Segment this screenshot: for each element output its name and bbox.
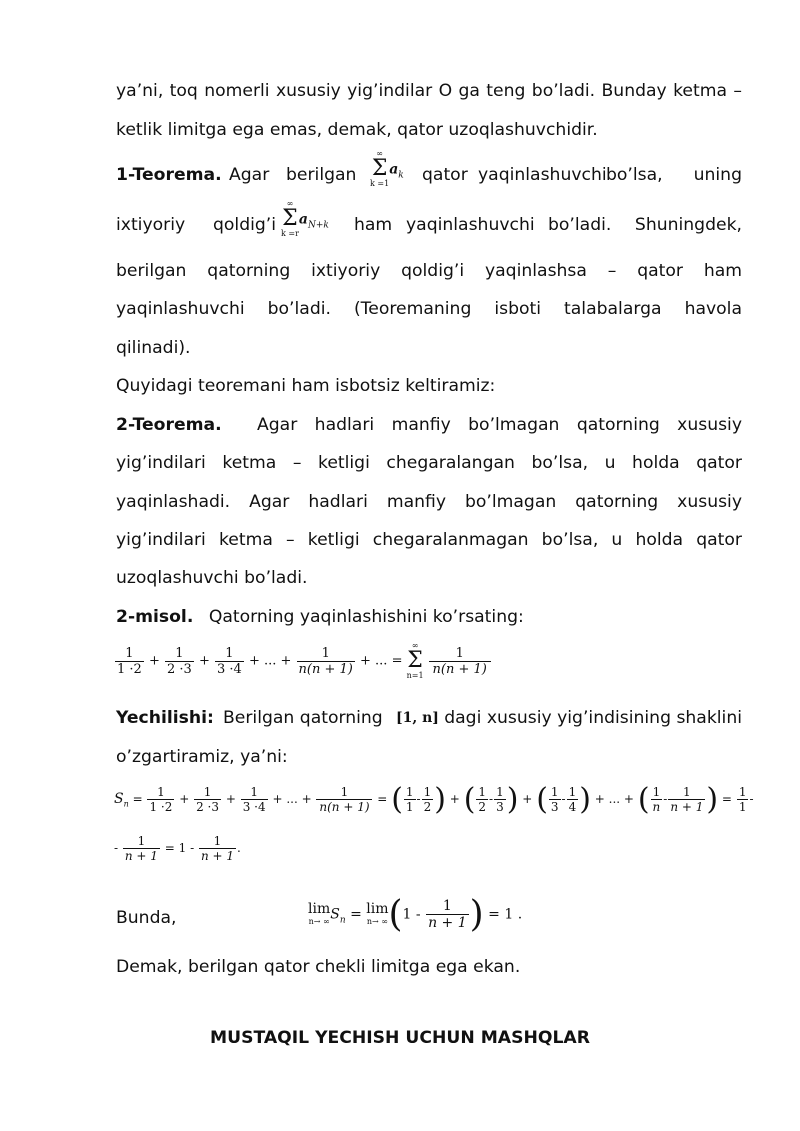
word: ixtiyoriy	[116, 215, 186, 235]
operator: +	[522, 792, 533, 806]
upper-limit: ∞	[286, 199, 294, 208]
text-line: uzoqlashuvchi bo’ladi.	[116, 568, 308, 588]
numerator: 1	[683, 785, 691, 799]
numerator: 1	[321, 645, 330, 661]
text-segment: dagi xususiy yig’indisining shaklini	[444, 708, 742, 728]
text-line: berilgan qatorning ixtiyoriy qoldig’i yaqinlashsa – qator ham	[116, 261, 742, 281]
numerator: 1	[213, 834, 222, 848]
text-segment: Berilgan qatorning	[223, 708, 383, 728]
operator: +	[148, 653, 160, 669]
text-line: ya’ni, toq nomerli xususiy yig’indilar O ga teng bo’ladi. Bunday ketma –	[116, 81, 742, 101]
operator: -	[663, 792, 668, 806]
numerator: 1	[203, 785, 212, 799]
operator: = 1 -	[164, 841, 195, 855]
operator: + ... +	[594, 792, 634, 806]
denominator: n + 1	[200, 849, 235, 863]
operator: +	[198, 653, 210, 669]
example-line	[116, 605, 742, 629]
denominator: n	[652, 800, 661, 814]
partial-sum-formula-cont: - $\frac{1}{n + 1}$ = 1 - $\frac{1}{n + 1}$ .	[114, 834, 241, 863]
lower-limit: k =r	[281, 229, 299, 238]
denominator: n + 1	[124, 849, 158, 863]
numerator: 1	[738, 785, 747, 799]
example-series-formula: $\frac{1}{1 \cdot 2}$ + $\frac{1}{2 \cdot 3}$ + $\frac{1}{3 \cdot 4}$ + ... + $\frac{1}{n(n + 1)}$ + ... = ∞ Σ n=1 $\frac{1}{n(n + 1)}$	[114, 642, 492, 680]
operator: +	[449, 792, 460, 806]
operator: =	[132, 792, 143, 806]
word: berilgan	[286, 165, 357, 185]
operator: -	[114, 841, 119, 855]
denominator: 2	[478, 800, 487, 814]
numerator: 1	[157, 785, 165, 799]
section-heading: MUSTAQIL YECHISH UCHUN MASHQLAR	[210, 1028, 590, 1048]
lim-sub: n→ ∞	[308, 916, 330, 926]
operator: + ... =	[360, 653, 403, 669]
lim-sub: n→ ∞	[366, 916, 388, 926]
example-title: 2-misol.	[116, 607, 194, 627]
lower-limit: k =1	[370, 179, 390, 188]
text-line: yaqinlashuvchi bo’ladi. (Teoremaning isboti talabalarga havola	[116, 299, 742, 319]
word: qoldig’i	[213, 215, 277, 235]
text-line: ketlik limitga ega emas, demak, qator uzoqlashuvchidir.	[116, 120, 598, 140]
numerator: 1	[405, 785, 414, 799]
operator: =	[721, 792, 732, 806]
word: Shuningdek,	[634, 215, 742, 235]
term-a: a	[389, 161, 399, 178]
operator: = 1 .	[488, 906, 523, 923]
upper-limit: ∞	[376, 149, 383, 158]
numerator: 1	[250, 785, 258, 799]
numerator: 1	[496, 785, 504, 799]
denominator: 2	[423, 800, 432, 814]
denominator: n(n + 1)	[316, 799, 372, 814]
text-line: yig’indilari ketma – ketligi chegaralanmagan bo’lsa, u holda qator	[116, 530, 742, 550]
numerator: 1	[125, 645, 134, 661]
numerator: 1	[550, 785, 559, 799]
partial-sum-formula: $S_n$ = $\frac{1}{1 \cdot 2}$ + $\frac{1}{2 \cdot 3}$ + $\frac{1}{3 \cdot 4}$ + ... + $\frac{1}{n(n + 1)}$ = ( $\frac{1}{1}$ - $\frac{1}{2}$ ) + ( $\frac{1}{2}$ - $\frac{1}{3}$ ) + ( $\frac{1}{3}$ - $\frac{1}{4}$ ) + ... + ( $\frac{1}{n}$ - $\frac{1}{n + 1}$ ) = $\frac{1}{1}$ -	[114, 782, 754, 817]
denominator: n(n + 1)	[298, 661, 353, 677]
limit-formula: lim n→ ∞ $S_n$ = lim n→ ∞ (1 - $\frac{1}{n + 1}$ ) = 1 .	[308, 894, 523, 935]
operator: +	[225, 792, 236, 806]
series-sum-formula: ∞ Σ k =1 $a_k$	[370, 149, 404, 188]
S-sub: n	[339, 915, 346, 926]
operator: 1 -	[402, 906, 421, 923]
text-line: yaqinlashadi. Agar hadlari manfiy bo’lmagan qatorning xususiy	[116, 492, 742, 512]
example-text: Qatorning yaqinlashishini ko’rsating:	[208, 607, 524, 627]
theorem-2-title: 2-Teorema.	[116, 415, 222, 435]
numerator: 1	[137, 834, 146, 848]
operator: -	[489, 792, 494, 806]
denominator: 3 ·4	[242, 800, 266, 814]
operator: +	[179, 792, 190, 806]
term-sub: k	[398, 170, 404, 181]
denominator: 3	[496, 800, 504, 814]
S-symbol: S	[114, 791, 124, 807]
numerator: 1	[442, 898, 452, 914]
denominator: 2 ·3	[196, 800, 219, 814]
text-line: qilinadi).	[116, 338, 191, 358]
denominator: 1	[738, 800, 747, 814]
operator: -	[561, 792, 566, 806]
S-symbol: S	[330, 906, 340, 923]
interval: [1, n]	[396, 710, 439, 726]
numerator: 1	[478, 785, 487, 799]
solution-title: Yechilishi:	[116, 708, 214, 728]
operator: + ... +	[248, 653, 292, 669]
denominator: n + 1	[428, 915, 467, 931]
lim-label: lim	[308, 901, 331, 918]
text-line: Bunda,	[116, 908, 177, 928]
term-a: a	[298, 211, 308, 228]
denominator: n(n + 1)	[429, 661, 491, 677]
numerator: 1	[423, 785, 432, 799]
S-sub: n	[123, 799, 129, 809]
text-line: yig’indilari ketma – ketligi chegaralangan bo’lsa, u holda qator	[116, 453, 742, 473]
denominator: 1 ·2	[149, 800, 173, 814]
remainder-sum-formula: ∞ Σ k =r $a_{N+k}$	[281, 199, 329, 238]
word: bo’ladi.	[548, 215, 612, 235]
word: yaqinlashuvchi	[406, 215, 535, 235]
text-segment: Agar hadlari manfiy bo’lmagan qatorning xususiy	[257, 415, 742, 435]
word: Agar	[229, 165, 270, 185]
word: bo’lsa,	[606, 165, 663, 185]
word: qator	[422, 165, 468, 185]
operator: -	[749, 792, 754, 806]
denominator: 4	[568, 800, 577, 814]
word: uning	[693, 165, 742, 185]
numerator: 1	[455, 645, 464, 661]
term-sub: N+k	[308, 220, 329, 231]
numerator: 1	[175, 645, 184, 661]
operator: + ... +	[272, 792, 312, 806]
upper-limit: ∞	[411, 641, 419, 650]
operator: -	[416, 792, 421, 806]
numerator: 1	[340, 785, 349, 799]
word: ham	[354, 215, 393, 235]
denominator: 2 ·3	[167, 661, 192, 677]
denominator: 1	[405, 800, 414, 814]
text-line: Demak, berilgan qator chekli limitga ega ekan.	[116, 957, 521, 977]
numerator: 1	[568, 785, 577, 799]
word: yaqinlashuvchi	[478, 165, 607, 185]
denominator: 3	[550, 800, 559, 814]
operator: =	[377, 792, 388, 806]
lim-label: lim	[366, 901, 389, 918]
lower-limit: n=1	[406, 671, 424, 680]
numerator: 1	[225, 645, 234, 661]
operator: =	[350, 906, 362, 923]
numerator: 1	[652, 785, 661, 799]
theorem-1-title: 1-Teorema.	[116, 165, 222, 185]
text-line: Quyidagi teoremani ham isbotsiz keltiramiz:	[116, 376, 496, 396]
denominator: 3 ·4	[217, 661, 242, 677]
text-line: o’zgartiramiz, ya’ni:	[116, 747, 288, 767]
denominator: n + 1	[670, 800, 704, 814]
denominator: 1 ·2	[117, 661, 142, 677]
